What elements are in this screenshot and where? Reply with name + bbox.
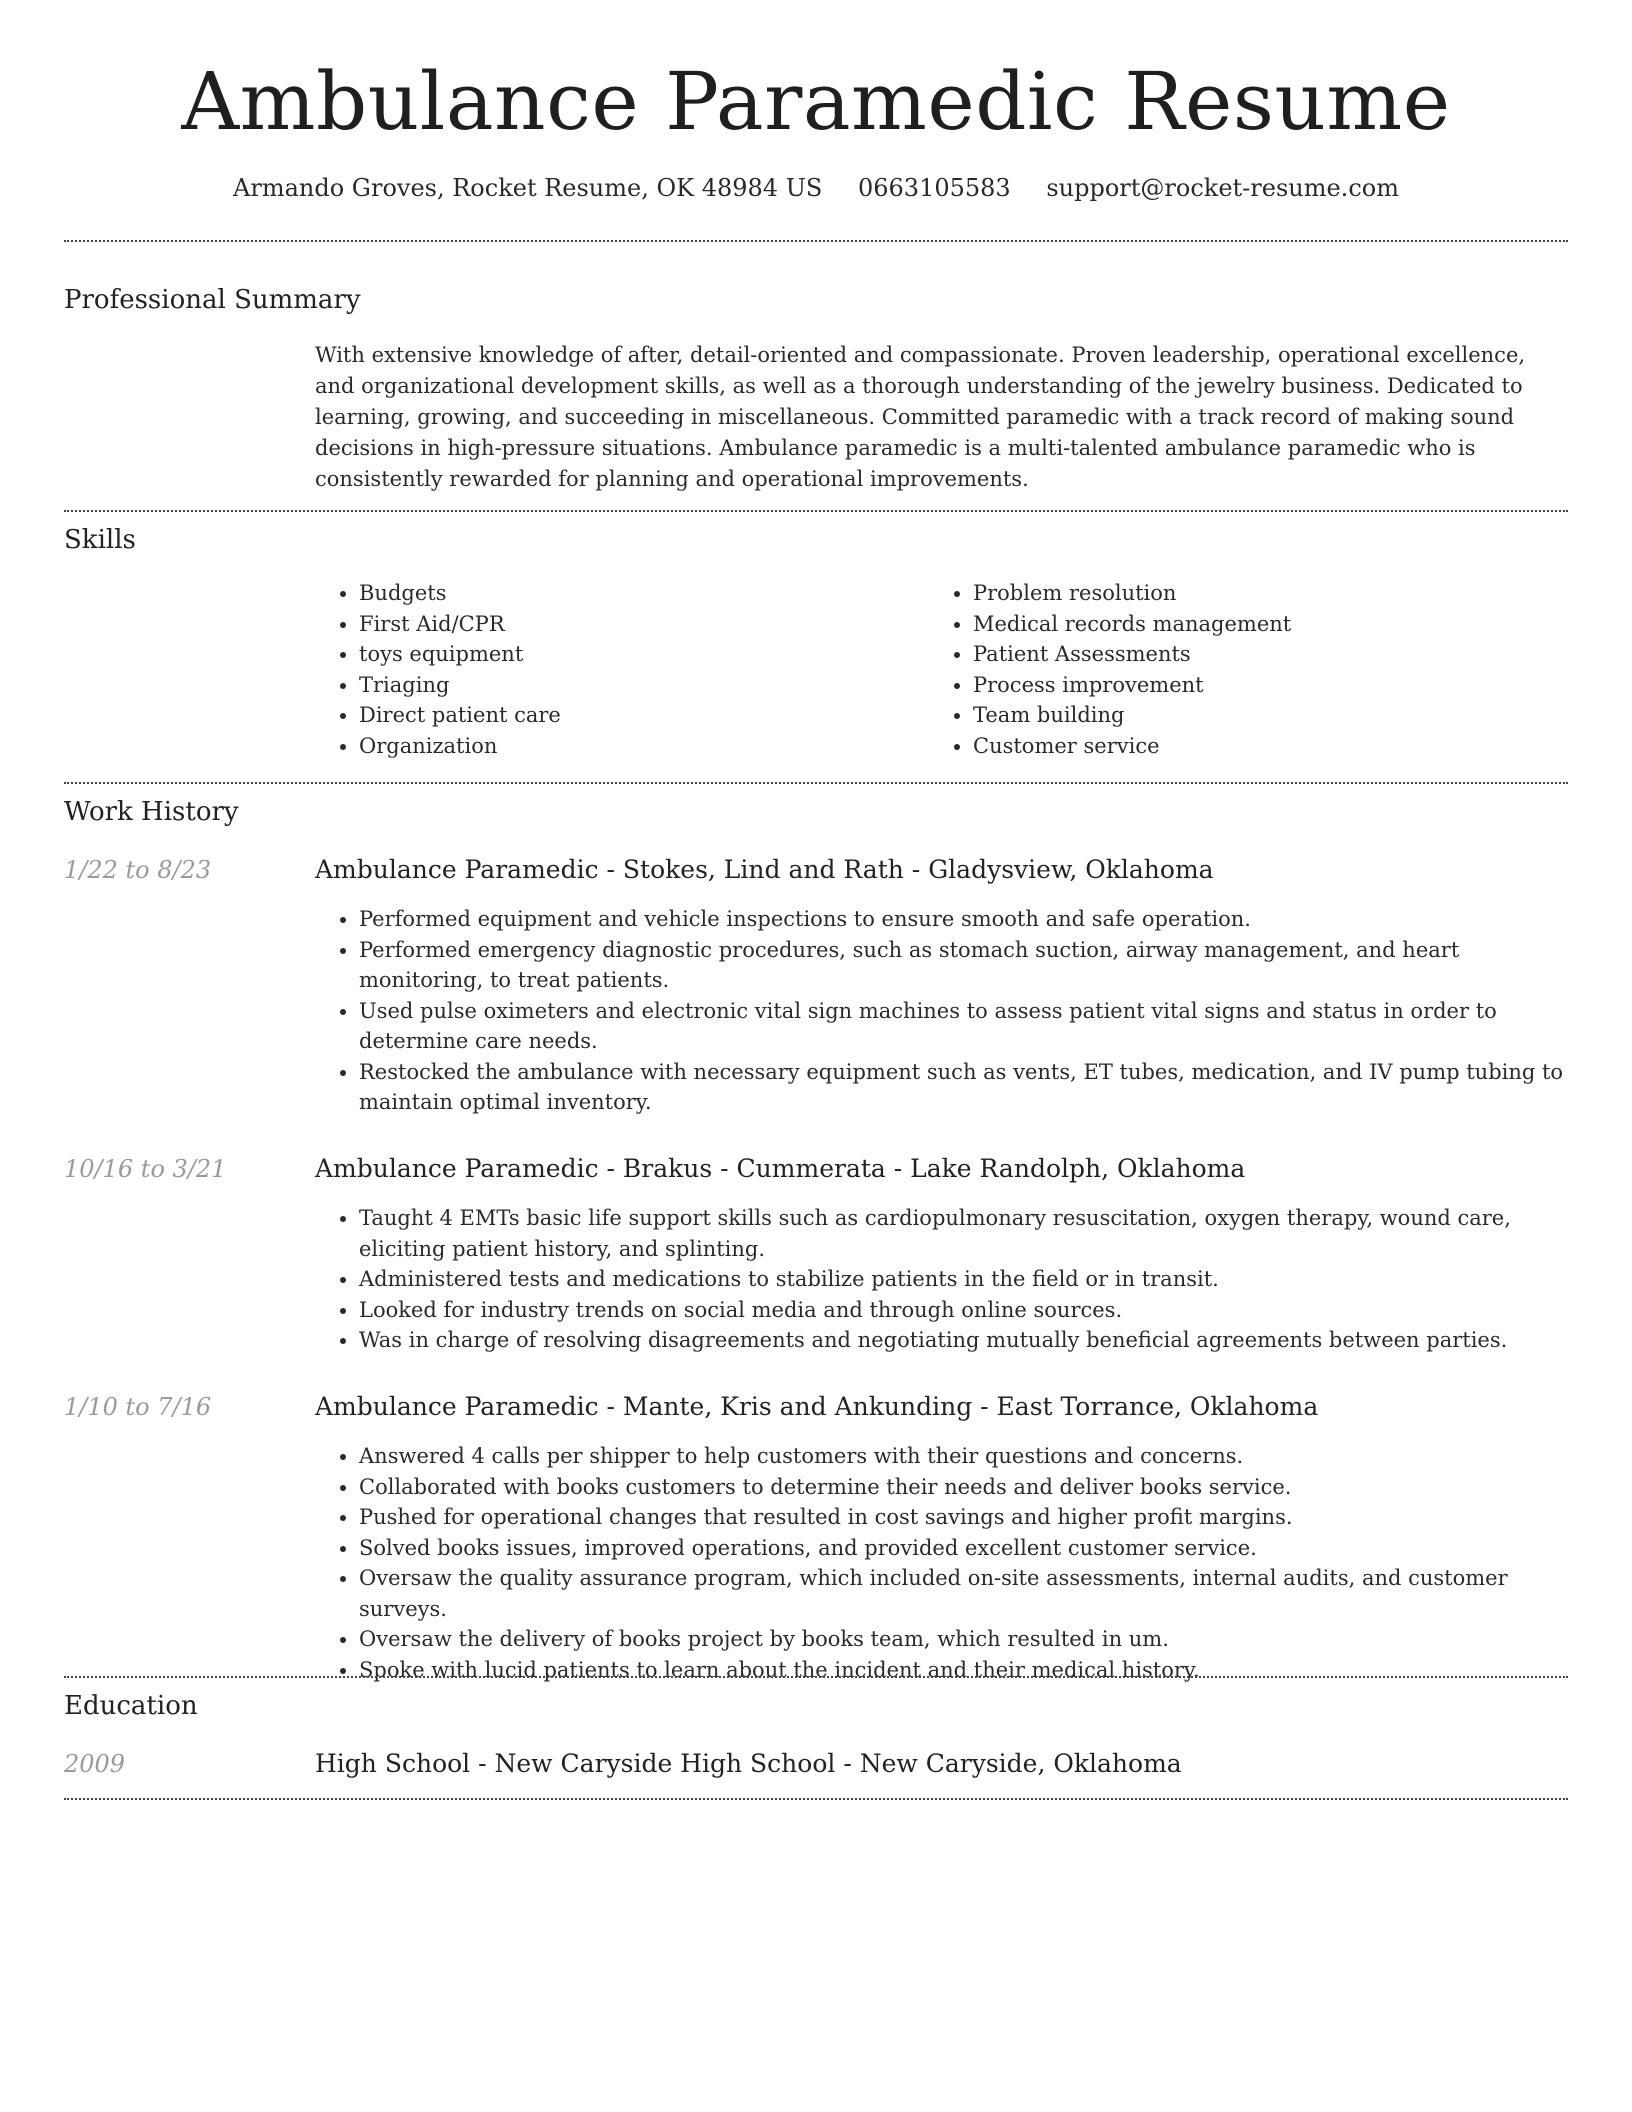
job-bullet: • Collaborated with books customers to determine their needs and deliver books service. xyxy=(359,1472,1568,1503)
divider xyxy=(64,1798,1568,1800)
skills-list-left xyxy=(315,578,915,761)
job-bullets xyxy=(315,904,1568,1118)
skill-item: • Triaging xyxy=(359,670,915,701)
job-title: Ambulance Paramedic - Brakus - Cummerata - Lake Randolph, Oklahoma xyxy=(315,1154,1246,1183)
resume-title: Ambulance Paramedic Resume xyxy=(181,55,1451,148)
job-bullet: • Answered 4 calls per shipper to help customers with their questions and concerns. xyxy=(359,1441,1568,1472)
job-bullet: • Looked for industry trends on social media and through online sources. xyxy=(359,1295,1568,1326)
job-bullet: • Administered tests and medications to stabilize patients in the field or in transit. xyxy=(359,1264,1568,1295)
education-entry: High School - New Caryside High School - New Caryside, Oklahoma xyxy=(315,1749,1182,1778)
summary-heading: Professional Summary xyxy=(64,285,361,315)
divider xyxy=(64,510,1568,512)
job-bullets xyxy=(315,1441,1568,1685)
skill-item: • Customer service xyxy=(973,731,1529,762)
summary-text: With extensive knowledge of after, detail-oriented and compassionate. Proven leadership, operational excellence, and organizational development skills, as well as a thorough understanding of the jewelry business. Dedicated to learning, growing, and succeeding in miscellaneous. Committed paramedic with a track record of making sound decisions in high-pressure situations. Ambulance paramedic is a multi-talented ambulance paramedic who is consistently rewarded for planning and operational improvements. xyxy=(315,343,1526,491)
job-bullet: • Restocked the ambulance with necessary equipment such as vents, ET tubes, medication, and IV pump tubing to maintain optimal inventory. xyxy=(359,1057,1568,1118)
work-heading: Work History xyxy=(64,797,239,827)
job-dates: 1/10 to 7/16 xyxy=(64,1393,212,1421)
job-bullet: • Pushed for operational changes that resulted in cost savings and higher profit margins. xyxy=(359,1502,1568,1533)
skill-item: • Patient Assessments xyxy=(973,639,1529,670)
skill-item: • Budgets xyxy=(359,578,915,609)
skill-item: • Medical records management xyxy=(973,609,1529,640)
contact-address: Armando Groves, Rocket Resume, OK 48984 US xyxy=(233,174,823,202)
job-title: Ambulance Paramedic - Mante, Kris and Ankunding - East Torrance, Oklahoma xyxy=(315,1392,1319,1421)
contact-email: support@rocket-resume.com xyxy=(1046,174,1399,202)
skill-item: • Organization xyxy=(359,731,915,762)
job-bullets xyxy=(315,1203,1568,1356)
job-bullet: • Performed emergency diagnostic procedures, such as stomach suction, airway management, and heart monitoring, to treat patients. xyxy=(359,935,1568,996)
education-heading: Education xyxy=(64,1691,198,1721)
divider xyxy=(64,240,1568,242)
job-bullet: • Performed equipment and vehicle inspections to ensure smooth and safe operation. xyxy=(359,904,1568,935)
job-bullet: • Taught 4 EMTs basic life support skills such as cardiopulmonary resuscitation, oxygen therapy, wound care, eliciting patient history, and splinting. xyxy=(359,1203,1568,1264)
skill-item: • Problem resolution xyxy=(973,578,1529,609)
skill-item: • First Aid/CPR xyxy=(359,609,915,640)
job-bullet: • Was in charge of resolving disagreements and negotiating mutually beneficial agreements between parties. xyxy=(359,1325,1568,1356)
contact-line xyxy=(64,170,1568,206)
job-bullet: • Oversaw the delivery of books project by books team, which resulted in um. xyxy=(359,1624,1568,1655)
skills-heading: Skills xyxy=(64,525,136,555)
divider xyxy=(64,782,1568,784)
contact-phone: 0663105583 xyxy=(858,174,1011,202)
job-bullet: • Spoke with lucid patients to learn about the incident and their medical history. xyxy=(359,1655,1568,1686)
job-dates: 10/16 to 3/21 xyxy=(64,1155,227,1183)
job-bullet: • Oversaw the quality assurance program, which included on-site assessments, internal audits, and customer surveys. xyxy=(359,1563,1568,1624)
job-title: Ambulance Paramedic - Stokes, Lind and Rath - Gladysview, Oklahoma xyxy=(315,855,1214,884)
job-dates: 1/22 to 8/23 xyxy=(64,856,212,884)
job-bullet: • Solved books issues, improved operations, and provided excellent customer service. xyxy=(359,1533,1568,1564)
education-year: 2009 xyxy=(64,1750,126,1778)
skills-list-right xyxy=(929,578,1529,761)
skill-item: • Direct patient care xyxy=(359,700,915,731)
skill-item: • Process improvement xyxy=(973,670,1529,701)
job-bullet: • Used pulse oximeters and electronic vital sign machines to assess patient vital signs and status in order to determine care needs. xyxy=(359,996,1568,1057)
divider xyxy=(64,1676,1568,1678)
skill-item: • toys equipment xyxy=(359,639,915,670)
skill-item: • Team building xyxy=(973,700,1529,731)
